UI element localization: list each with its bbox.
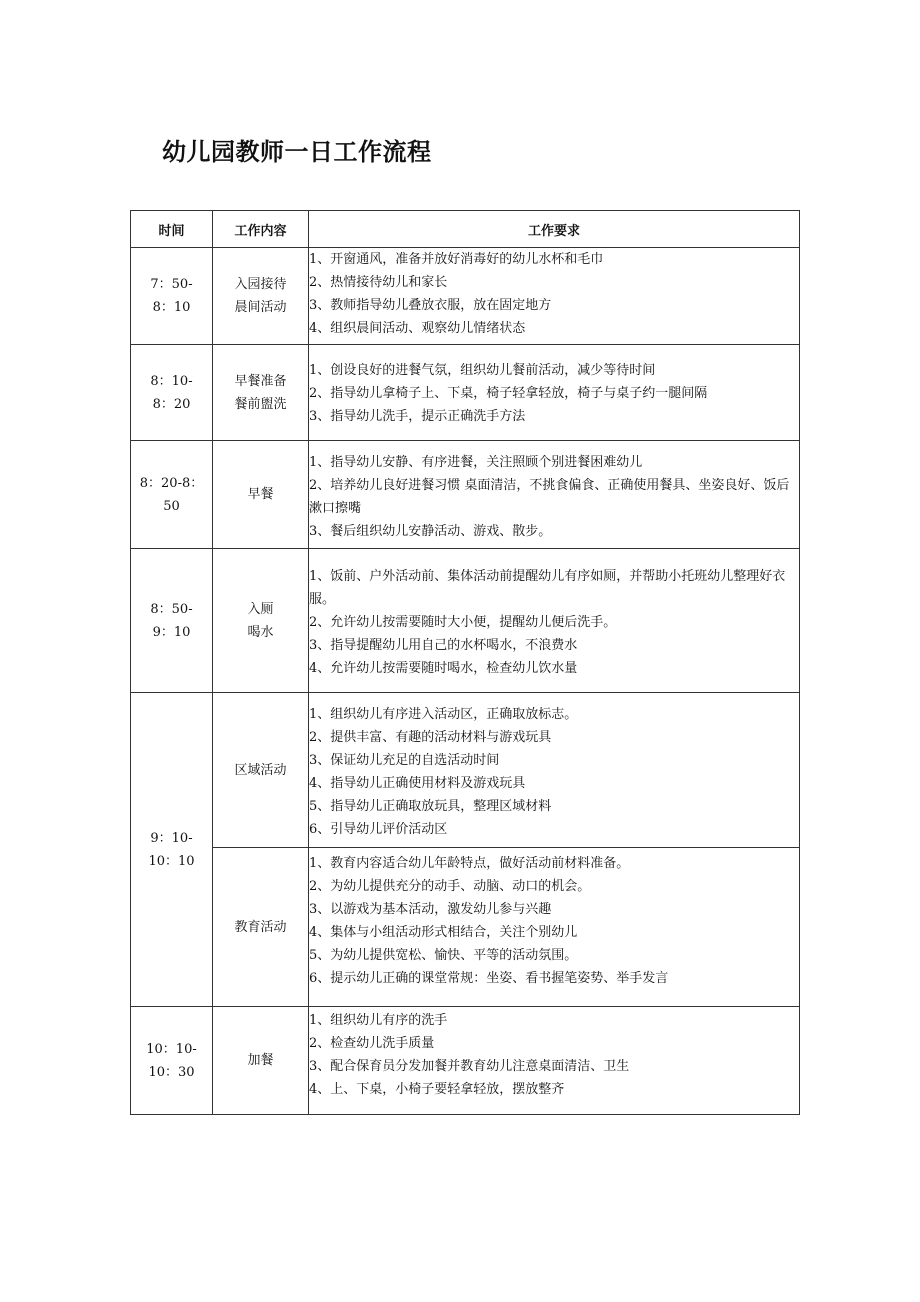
table-row [131, 848, 800, 1007]
requirement-item: 5、指导幼儿正确取放玩具，整理区域材料 [309, 799, 552, 814]
content-cell [213, 441, 309, 549]
time-cell [131, 248, 213, 345]
requirement-item: 1、开窗通风，准备并放好消毒好的幼儿水杯和毛巾 [309, 252, 604, 267]
content-cell [213, 848, 309, 1007]
content-text: 喝水 [247, 624, 274, 640]
requirement-item: 2、热情接待幼儿和家长 [309, 275, 448, 290]
content-text: 入厕 [247, 601, 274, 617]
requirements-cell [309, 848, 800, 1007]
requirement-item: 6、提示幼儿正确的课堂常规：坐姿、看书握笔姿势、举手发言 [309, 971, 669, 986]
requirement-item: 1、组织幼儿有序进入活动区，正确取放标志。 [309, 707, 578, 722]
content-cell [213, 248, 309, 345]
time-text: 8：10 [152, 300, 191, 315]
time-text: 10：10- [146, 1041, 197, 1057]
requirement-item: 6、引导幼儿评价活动区 [309, 822, 448, 837]
content-text: 早餐 [247, 487, 274, 502]
content-text: 区域活动 [234, 762, 287, 778]
content-text: 入园接待 [234, 277, 287, 292]
content-cell [213, 1007, 309, 1115]
requirements-cell [309, 248, 800, 345]
requirement-item: 4、集体与小组活动形式相结合，关注个别幼儿 [309, 925, 578, 940]
table-header-row [131, 211, 800, 248]
requirement-item: 4、指导幼儿正确使用材料及游戏玩具 [309, 776, 526, 791]
content-cell [213, 693, 309, 848]
requirements-cell [309, 693, 800, 848]
time-text: 7：50- [150, 277, 193, 292]
time-text: 8：50- [150, 601, 193, 617]
time-cell [131, 693, 213, 1007]
requirement-item: 2、为幼儿提供充分的动手、动脑、动口的机会。 [309, 879, 591, 894]
content-text: 早餐准备 [234, 373, 287, 389]
requirement-item: 5、为幼儿提供宽松、愉快、平等的活动氛围。 [309, 948, 578, 963]
content-cell [213, 345, 309, 441]
requirement-item: 3、保证幼儿充足的自选活动时间 [309, 753, 500, 768]
requirement-item: 1、教育内容适合幼儿年龄特点，做好活动前材料准备。 [309, 856, 630, 871]
table-row [131, 549, 800, 693]
requirement-item: 1、创设良好的进餐气氛，组织幼儿餐前活动，减少等待时间 [309, 363, 656, 378]
table-row [131, 441, 800, 549]
time-text: 10：10 [148, 853, 195, 869]
header-requirements: 工作要求 [309, 211, 800, 248]
content-cell [213, 549, 309, 693]
time-text: 50 [163, 498, 180, 514]
requirement-item: 1、指导幼儿安静、有序进餐，关注照顾个别进餐困难幼儿 [309, 455, 643, 470]
requirement-item: 3、配合保育员分发加餐并教育幼儿注意桌面清洁、卫生 [309, 1059, 630, 1074]
requirement-item: 2、允许幼儿按需要随时大小便，提醒幼儿便后洗手。 [309, 615, 617, 630]
header-content: 工作内容 [213, 211, 309, 248]
time-cell [131, 441, 213, 549]
time-text: 8：20 [152, 396, 191, 412]
requirements-cell [309, 345, 800, 441]
time-text: 10：30 [148, 1064, 195, 1080]
content-text: 餐前盥洗 [234, 396, 287, 412]
time-cell [131, 549, 213, 693]
requirement-item: 4、允许幼儿按需要随时喝水，检查幼儿饮水量 [309, 661, 578, 676]
content-text: 加餐 [247, 1053, 274, 1068]
requirement-item: 1、饭前、户外活动前、集体活动前提醒幼儿有序如厕，并帮助小托班幼儿整理好衣服。 [309, 569, 786, 607]
schedule-table [130, 210, 800, 1115]
header-time: 时间 [131, 211, 213, 248]
time-cell [131, 1007, 213, 1115]
requirement-item: 3、指导提醒幼儿用自己的水杯喝水，不浪费水 [309, 638, 578, 653]
requirements-cell [309, 549, 800, 693]
requirement-item: 2、培养幼儿良好进餐习惯 桌面清洁，不挑食偏食、正确使用餐具、坐姿良好、饭后漱口擦嘴 [309, 478, 790, 516]
requirement-item: 1、组织幼儿有序的洗手 [309, 1013, 448, 1028]
content-text: 教育活动 [234, 919, 287, 935]
time-text: 9：10- [150, 830, 193, 846]
requirement-item: 3、教师指导幼儿叠放衣服，放在固定地方 [309, 298, 552, 313]
table-row [131, 1007, 800, 1115]
requirements-cell [309, 1007, 800, 1115]
content-text: 晨间活动 [234, 300, 287, 315]
requirements-cell [309, 441, 800, 549]
requirement-item: 2、指导幼儿拿椅子上、下桌，椅子轻拿轻放，椅子与桌子约一腿间隔 [309, 386, 708, 401]
requirement-item: 4、上、下桌，小椅子要轻拿轻放，摆放整齐 [309, 1082, 565, 1097]
requirement-item: 2、检查幼儿洗手质量 [309, 1036, 435, 1051]
page-title: 幼儿园教师一日工作流程 [162, 138, 432, 166]
time-text: 8：20-8： [139, 475, 204, 491]
time-text: 9：10 [152, 624, 191, 640]
requirement-item: 3、以游戏为基本活动，激发幼儿参与兴趣 [309, 902, 552, 917]
time-text: 8：10- [150, 373, 193, 389]
requirement-item: 4、组织晨间活动、观察幼儿情绪状态 [309, 321, 526, 336]
requirement-item: 3、指导幼儿洗手，提示正确洗手方法 [309, 409, 526, 424]
requirement-item: 3、餐后组织幼儿安静活动、游戏、散步。 [309, 524, 552, 539]
table-row [131, 345, 800, 441]
table-row [131, 693, 800, 848]
time-cell [131, 345, 213, 441]
table-row [131, 248, 800, 345]
requirement-item: 2、提供丰富、有趣的活动材料与游戏玩具 [309, 730, 552, 745]
